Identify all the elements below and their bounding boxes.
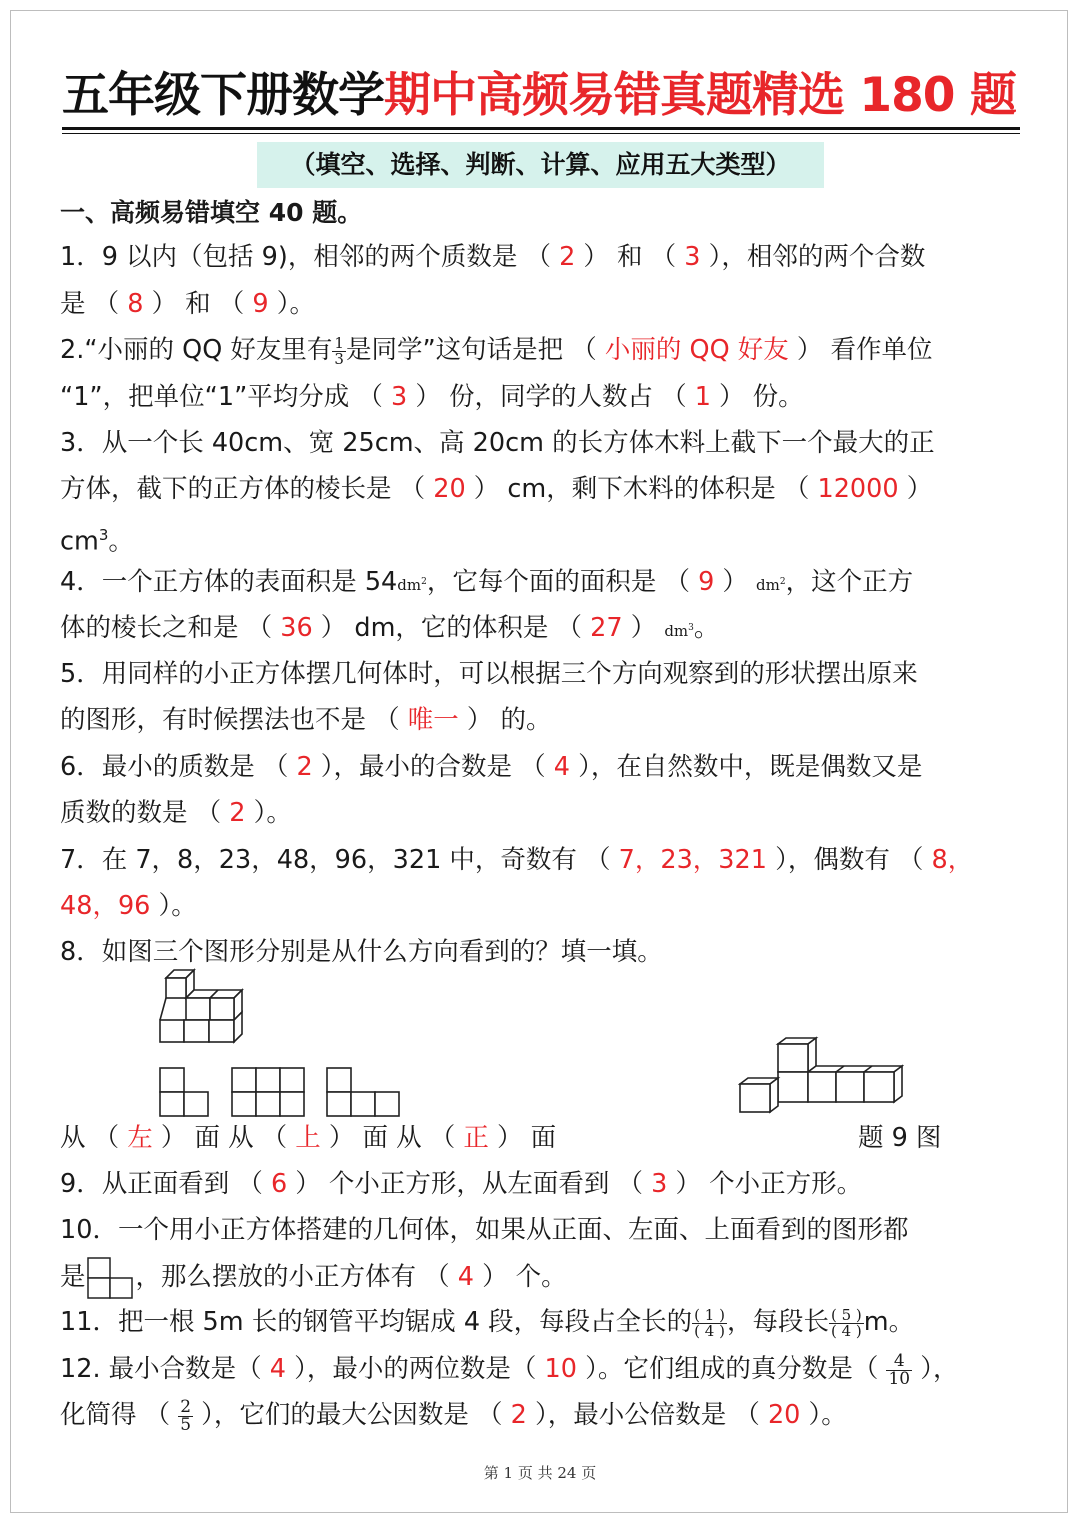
q4-line2: 体的棱长之和是 （ 36 ） dm，它的体积是 （ 27 ） $dm^3$。 (60, 613, 720, 643)
q11-line1: 11．把一根 5m 长的钢管平均锯成 4 段，每段占全长的 $\frac{( 1 )}{( 4 )}$ ，每段长 $\frac{( 5 )}{( 4 )}$ m。 (60, 1305, 915, 1340)
q10-l-shape (86, 1256, 136, 1300)
q5-line1: 5．用同样的小正方体摆几何体时，可以根据三个方向观察到的形状摆出原来 (60, 659, 918, 689)
q10-line2: 是 ，那么摆放的小正方体有 （ 4 ） 个。 (60, 1255, 567, 1300)
q8-3d-figure (158, 968, 254, 1044)
section-heading: 一、高频易错填空 40 题。 (60, 198, 363, 227)
title-rule-thick (62, 127, 1020, 130)
q7-line2: 48，96 ）。 (60, 891, 197, 921)
q1-line1: 1．9 以内（包括 9)，相邻的两个质数是 （ 2 ） 和 （ 3 ），相邻的两个合数 (60, 242, 926, 272)
fraction-one-quarter: $\frac{( 1 )}{( 4 )}$ (694, 1305, 725, 1340)
subtitle-banner: （填空、选择、判断、计算、应用五大类型） (257, 142, 824, 188)
fraction-four-tenths: $\frac{4}{10}$ (888, 1350, 911, 1389)
q9-3d-figure (738, 1036, 904, 1116)
q7-line1: 7．在 7，8，23，48，96，321 中，奇数有 （ 7，23，321 ），偶数有 （ 8， (60, 845, 974, 875)
q4-line1: 4．一个正方体的表面积是 $54dm^2$，它每个面的面积是 （ 9 ） $dm^2$，这个正方 (60, 567, 914, 597)
title-rule-thin (62, 133, 1020, 134)
page-footer: 第 1 页 共 24 页 (483, 1464, 597, 1482)
q1-line2: 是 （ 8 ） 和 （ 9 ）。 (60, 289, 315, 319)
page-title: 五年级下册数学期中高频易错真题精选 180 题 (62, 68, 1016, 123)
q8-line1: 8．如图三个图形分别是从什么方向看到的？填一填。 (60, 937, 663, 967)
q12-line2: 化简得 （ $\frac{2}{5}$ ），它们的最大公因数是 （ 2 ），最小公倍数是 （ 20 ）。 (60, 1396, 847, 1435)
q12-line1: 12. 最小合数是（ 4 ），最小的两位数是（ 10 ）。它们组成的真分数是（ $\frac{4}{10}$ ）， (60, 1350, 959, 1389)
q2-line1: 2.“小丽的 QQ 好友里有 $\frac{1}{3}$ 是同学”这句话是把 （ 小丽的 QQ 好友 ） 看作单位 (60, 333, 933, 368)
q9-line1: 9．从正面看到 （ 6 ） 个小正方形，从左面看到 （ 3 ） 个小正方形。 (60, 1169, 863, 1199)
fraction-one-third: $\frac{1}{3}$ (334, 333, 344, 368)
q8-answers: 从 （ 左 ） 面 从 （ 上 ） 面 从 （ 正 ） 面 (60, 1123, 557, 1153)
q5-line2: 的图形，有时候摆法也不是 （ 唯一 ） 的。 (60, 705, 552, 735)
fraction-two-fifths: $\frac{2}{5}$ (180, 1396, 192, 1435)
top-view-figure (230, 1066, 308, 1118)
q3-line1: 3．从一个长 40cm、宽 25cm、高 20cm 的长方体木料上截下一个最大的正 (60, 428, 935, 458)
fraction-five-quarters: $\frac{( 5 )}{( 4 )}$ (830, 1305, 862, 1340)
fig9-label: 题 9 图 (858, 1123, 942, 1153)
q10-line1: 10．一个用小正方体搭建的几何体，如果从正面、左面、上面看到的图形都 (60, 1215, 909, 1245)
q3-line2: 方体，截下的正方体的棱长是 （ 20 ） cm，剩下木料的体积是 （ 12000 ） (60, 474, 933, 504)
left-view-figure (158, 1066, 212, 1118)
q6-line1: 6．最小的质数是 （ 2 ），最小的合数是 （ 4 ），在自然数中，既是偶数又是 (60, 752, 923, 782)
front-view-figure (325, 1066, 403, 1118)
q6-line2: 质数的数是 （ 2 ）。 (60, 798, 292, 828)
q2-line2: “1”，把单位“1”平均分成 （ 3 ） 份，同学的人数占 （ 1 ） 份。 (60, 382, 804, 412)
q3-line3: $cm^3$。 (60, 526, 134, 557)
